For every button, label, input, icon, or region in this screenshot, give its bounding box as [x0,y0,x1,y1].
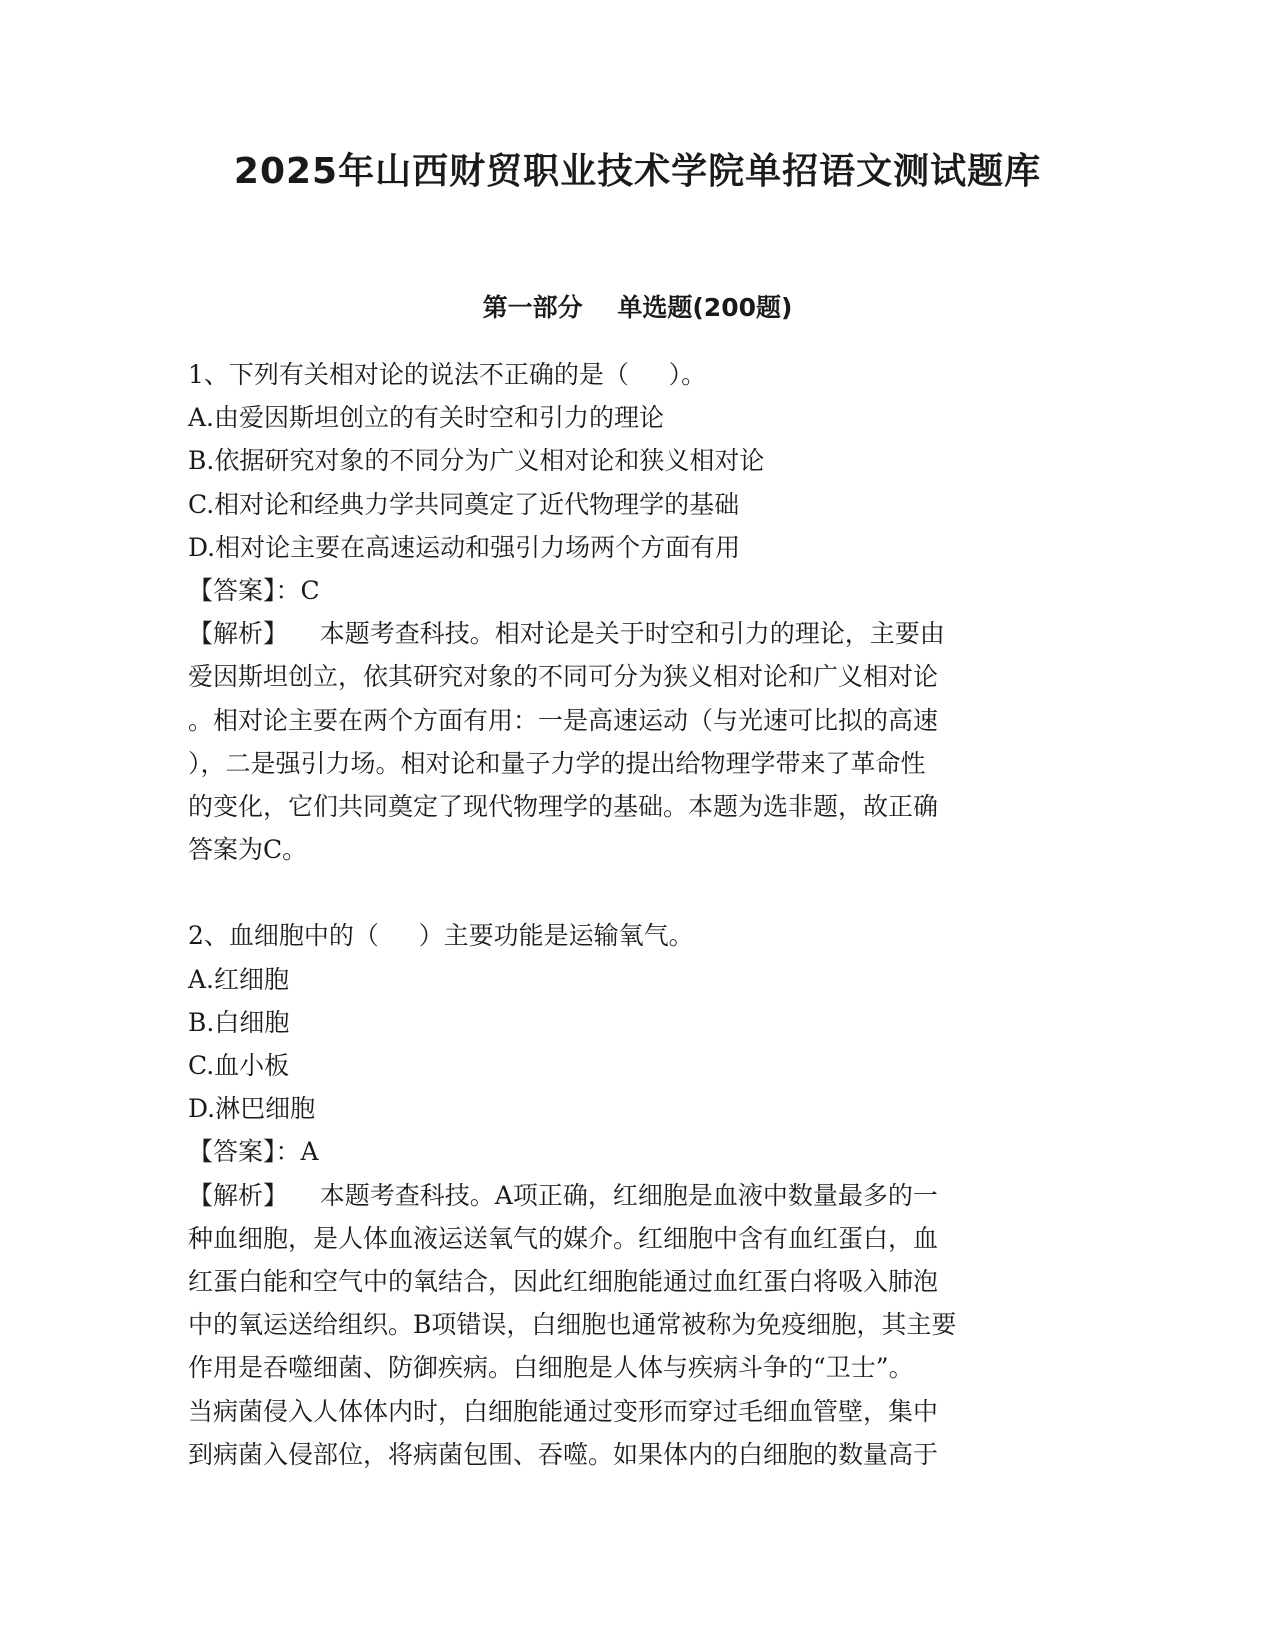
question-stem: 1、下列有关相对论的说法不正确的是（ ）。 [188,360,707,389]
section-title: 第一部分 单选题(200题) [482,293,793,322]
answer-line: 【答案】：C [188,575,320,605]
analysis-line: ），二是强引力场。相对论和量子力学的提出给物理学带来了革命性 [188,748,926,778]
option-a: A.红细胞 [188,964,290,994]
analysis-line: 红蛋白能和空气中的氧结合，因此红细胞能通过血红蛋白将吸入肺泡 [188,1266,939,1296]
question-1 [188,353,1088,871]
document-title: 2025年山西财贸职业技术学院单招语文测试题库 [233,151,1042,192]
option-d: D.相对论主要在高速运动和强引力场两个方面有用 [188,532,741,562]
analysis-line: 到病菌入侵部位，将病菌包围、吞噬。如果体内的白细胞的数量高于 [188,1439,939,1469]
option-a: A.由爱因斯坦创立的有关时空和引力的理论 [188,403,665,433]
analysis-line: 答案为C。 [188,835,308,865]
analysis-line: 中的氧运送给组织。B项错误，白细胞也通常被称为免疫细胞，其主要 [188,1310,957,1340]
analysis-line: 【解析】 本题考查科技。相对论是关于时空和引力的理论，主要由 [188,619,945,649]
analysis-line: 【解析】 本题考查科技。A项正确，红细胞是血液中数量最多的一 [188,1180,938,1210]
analysis-line: 作用是吞噬细菌、防御疾病。白细胞是人体与疾病斗争的“卫士”。 [188,1353,914,1383]
blank-line [188,871,1088,914]
analysis-line: 的变化，它们共同奠定了现代物理学的基础。本题为选非题，故正确 [188,791,939,821]
option-c: C.相对论和经典力学共同奠定了近代物理学的基础 [188,489,740,519]
analysis-line: 。相对论主要在两个方面有用：一是高速运动（与光速可比拟的高速 [188,705,939,735]
question-list [188,353,1088,1476]
option-b: B.依据研究对象的不同分为广义相对论和狭义相对论 [188,446,765,476]
option-d: D.淋巴细胞 [188,1094,316,1124]
analysis-line: 种血细胞，是人体血液运送氧气的媒介。红细胞中含有血红蛋白，血 [188,1223,939,1253]
option-b: B.白细胞 [188,1007,290,1037]
question-stem: 2、血细胞中的（ ）主要功能是运输氧气。 [188,921,694,951]
question-2 [188,914,1088,1475]
option-c: C.血小板 [188,1051,290,1080]
answer-line: 【答案】：A [188,1137,319,1167]
analysis-line: 爱因斯坦创立，依其研究对象的不同可分为狭义相对论和广义相对论 [188,662,939,692]
analysis-line: 当病菌侵入人体体内时，白细胞能通过变形而穿过毛细血管壁，集中 [188,1396,939,1426]
